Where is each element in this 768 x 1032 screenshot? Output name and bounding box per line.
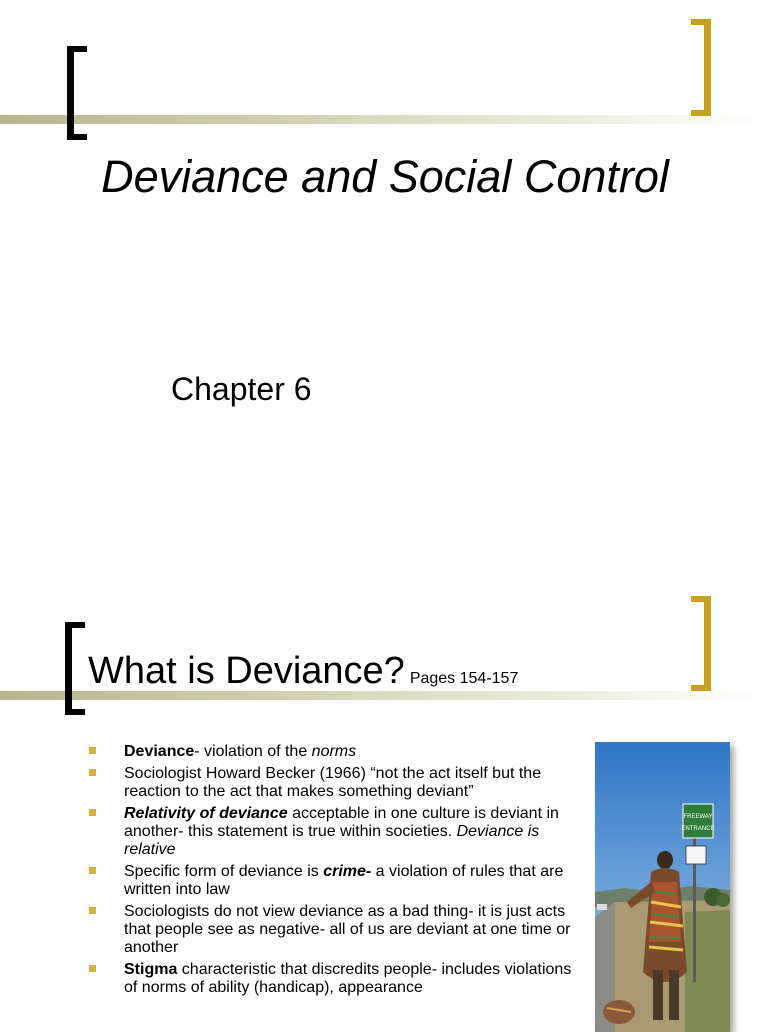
bullet-square-icon bbox=[89, 769, 96, 776]
item-text: Sociologist Howard Becker (1966) “not the act itself but the reaction to the act that makes something deviant” bbox=[124, 765, 542, 800]
list-item bbox=[86, 743, 581, 761]
term: Stigma bbox=[124, 961, 178, 978]
list-item bbox=[86, 903, 581, 957]
item-italic: norms bbox=[311, 743, 357, 760]
list-item bbox=[86, 765, 581, 801]
sign-text-line1: FREEWAY bbox=[683, 814, 713, 820]
sign-text-line2: ENTRANCE bbox=[681, 826, 715, 832]
item-text: - violation of the bbox=[194, 743, 312, 760]
list-item bbox=[86, 863, 581, 899]
item-text: a violation of rules that are written into law bbox=[124, 863, 564, 898]
slide-subtitle: Chapter 6 bbox=[171, 371, 312, 407]
bullet-square-icon bbox=[89, 867, 96, 874]
item-text: characteristic that discredits people- includes violations of norms of ability (handicap), appearance bbox=[124, 961, 572, 996]
bullet-list bbox=[86, 743, 581, 1001]
page-reference: Pages 154-157 bbox=[409, 670, 519, 687]
item-text: Specific form of deviance is bbox=[124, 863, 324, 880]
bullet-square-icon bbox=[89, 907, 96, 914]
slide-title-text: Deviance and Social Control bbox=[101, 151, 669, 202]
term: Relativity of deviance bbox=[124, 805, 288, 822]
bullet-square-icon bbox=[89, 809, 96, 816]
item-text: Sociologists do not view deviance as a bad thing- it is just acts that people see as negative- all of us are deviant at one time or another bbox=[124, 903, 571, 956]
bullet-square-icon bbox=[89, 747, 96, 754]
list-item bbox=[86, 961, 581, 997]
term: crime- bbox=[323, 863, 372, 880]
term: Deviance bbox=[124, 743, 195, 760]
heading-text: What is Deviance? bbox=[88, 650, 405, 692]
item-text: acceptable in one culture is deviant in another- this statement is true within societies. bbox=[124, 805, 559, 840]
list-item bbox=[86, 805, 581, 859]
freeway-photo bbox=[595, 742, 730, 1032]
bullet-square-icon bbox=[89, 965, 96, 972]
slide-heading bbox=[88, 650, 518, 693]
item-italic: Deviance is relative bbox=[124, 823, 540, 858]
title-band bbox=[0, 115, 768, 124]
